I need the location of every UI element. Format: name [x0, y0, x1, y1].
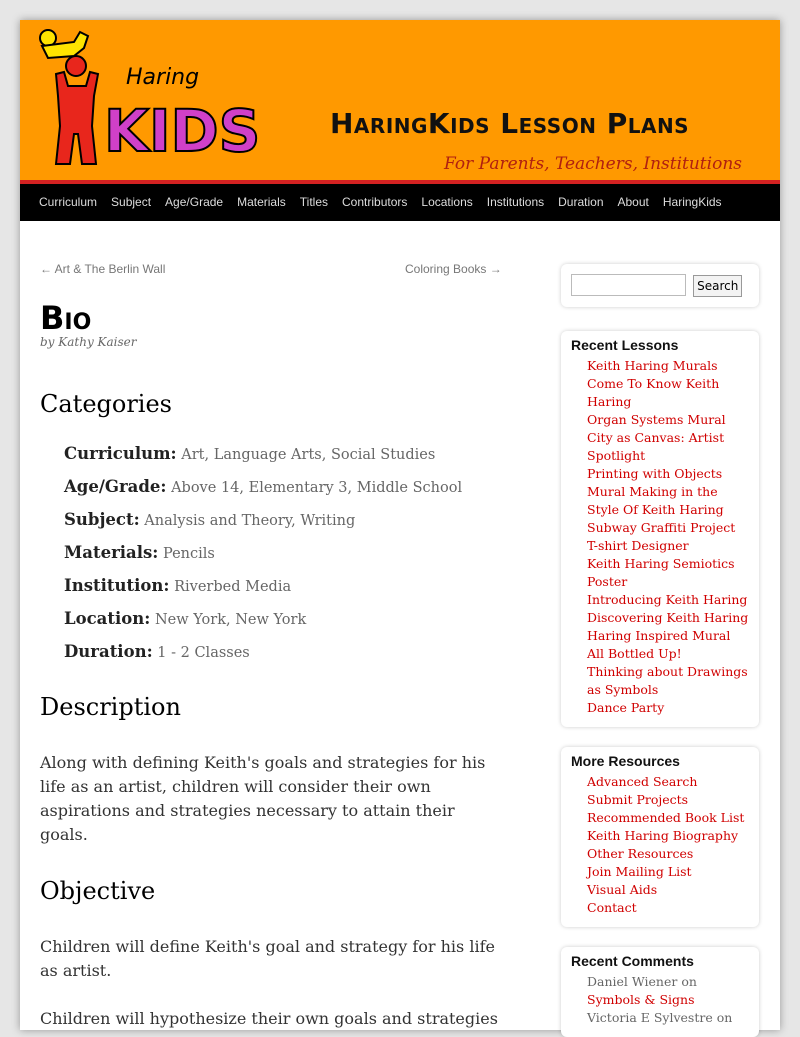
search-widget — [561, 264, 759, 307]
comment-author: Daniel Wiener — [587, 973, 678, 989]
site-header — [20, 20, 780, 180]
recent-lessons-title: Recent Lessons — [571, 336, 679, 353]
nav-item-materials[interactable]: Materials — [237, 195, 286, 209]
nav-item-curriculum[interactable]: Curriculum — [39, 195, 98, 209]
recent-lesson-link[interactable]: T-shirt Designer — [587, 537, 689, 553]
recent-lesson-link[interactable]: Subway Graffiti Project — [587, 519, 736, 535]
comment-on-text: on — [681, 973, 697, 989]
site-title[interactable]: HaringKids Lesson Plans — [330, 107, 690, 140]
recent-lesson-link[interactable]: All Bottled Up! — [587, 645, 682, 661]
category-label: Institution: — [64, 576, 170, 595]
category-value-link[interactable]: Riverbed Media — [174, 579, 292, 595]
category-row — [64, 477, 502, 498]
category-value-link[interactable]: Above 14 — [171, 480, 240, 496]
comment-post-link[interactable]: Symbols & Signs — [587, 991, 695, 1007]
category-value-link[interactable]: New York, New York — [154, 612, 307, 628]
sidebar — [561, 264, 759, 1037]
comment-author: Victoria E Sylvestre — [587, 1009, 713, 1025]
resource-link[interactable]: Visual Aids — [587, 881, 658, 897]
haringkids-logo[interactable] — [34, 26, 261, 166]
category-value-link[interactable]: Pencils — [163, 546, 215, 562]
categories-list — [64, 444, 502, 663]
post-title: Bio — [40, 299, 92, 337]
category-value-link[interactable]: Art — [181, 447, 205, 463]
recent-lesson-link[interactable]: Mural Making in the Style Of Keith Haring — [587, 483, 724, 517]
recent-comments-title: Recent Comments — [571, 952, 694, 969]
recent-lesson-link[interactable]: Come To Know Keith Haring — [587, 375, 720, 409]
more-resources-widget — [561, 747, 759, 927]
category-separator: , — [347, 480, 357, 496]
recent-lessons-widget — [561, 331, 759, 727]
post-byline[interactable]: by Kathy Kaiser — [40, 335, 137, 349]
resource-link[interactable]: Contact — [587, 899, 637, 915]
nav-item-titles[interactable]: Titles — [299, 195, 329, 209]
category-row — [64, 576, 502, 597]
category-separator: , — [291, 513, 301, 529]
category-value-link[interactable]: Middle School — [356, 480, 463, 496]
resource-link[interactable]: Submit Projects — [587, 791, 689, 807]
post-content — [40, 390, 502, 1031]
resource-link[interactable]: Recommended Book List — [587, 809, 745, 825]
category-value-link[interactable]: Social Studies — [330, 447, 436, 463]
recent-lesson-link[interactable]: Thinking about Drawings as Symbols — [587, 663, 748, 697]
nav-item-haringkids[interactable]: HaringKids — [662, 195, 722, 209]
category-value-link[interactable]: Language Arts — [213, 447, 322, 463]
nav-item-duration[interactable]: Duration — [558, 195, 604, 209]
category-row — [64, 642, 502, 663]
category-row — [64, 444, 502, 465]
recent-lesson-link[interactable]: Introducing Keith Haring — [587, 591, 748, 607]
category-label: Curriculum: — [64, 444, 177, 463]
category-separator: , — [239, 480, 249, 496]
category-value-link[interactable]: Writing — [300, 513, 356, 529]
prev-post-link[interactable]: ← Art & The Berlin Wall — [40, 262, 166, 276]
recent-lesson-link[interactable]: Organ Systems Mural — [587, 411, 726, 427]
objective-text-2: Children will hypothesize their own goals and strategies — [40, 1009, 498, 1028]
recent-comments-widget — [561, 947, 759, 1037]
category-label: Duration: — [64, 642, 153, 661]
more-resources-title: More Resources — [571, 752, 680, 769]
comment-item — [587, 1009, 749, 1027]
recent-lesson-link[interactable]: Discovering Keith Haring — [587, 609, 749, 625]
search-input[interactable] — [571, 274, 686, 296]
categories-heading: Categories — [40, 390, 172, 418]
category-row — [64, 510, 502, 531]
next-post-link[interactable]: Coloring Books → — [405, 262, 502, 276]
recent-lesson-link[interactable]: Printing with Objects — [587, 465, 723, 481]
main-nav — [20, 184, 780, 221]
nav-item-contributors[interactable]: Contributors — [342, 195, 408, 209]
category-value-link[interactable]: Analysis and Theory — [144, 513, 292, 529]
page-wrapper — [20, 20, 780, 1030]
nav-item-locations[interactable]: Locations — [421, 195, 473, 209]
recent-lesson-link[interactable]: Keith Haring Murals — [587, 357, 718, 373]
description-heading: Description — [40, 693, 181, 721]
logo-small-text: Haring — [126, 65, 200, 90]
category-label: Subject: — [64, 510, 140, 529]
recent-lesson-link[interactable]: Keith Haring Semiotics Poster — [587, 555, 735, 589]
logo-big-text: KIDS — [104, 97, 261, 165]
comment-item — [587, 973, 749, 1009]
category-value-link[interactable]: 1 - 2 Classes — [157, 645, 250, 661]
resource-link[interactable]: Advanced Search — [587, 773, 698, 789]
recent-lesson-link[interactable]: Haring Inspired Mural — [587, 627, 731, 643]
category-separator: , — [321, 447, 331, 463]
recent-lesson-link[interactable]: Dance Party — [587, 699, 665, 715]
comment-on-text: on — [716, 1009, 733, 1025]
search-button[interactable]: Search — [693, 275, 742, 297]
category-row — [64, 543, 502, 564]
nav-item-subject[interactable]: Subject — [111, 195, 152, 209]
resource-link[interactable]: Keith Haring Biography — [587, 827, 739, 843]
objective-text-1: Children will define Keith's goal and strategy for his life as artist. — [40, 937, 495, 980]
nav-item-about[interactable]: About — [617, 195, 649, 209]
objective-heading: Objective — [40, 877, 156, 905]
category-row — [64, 609, 502, 630]
category-label: Location: — [64, 609, 151, 628]
nav-item-institutions[interactable]: Institutions — [486, 195, 545, 209]
category-value-link[interactable]: Elementary 3 — [248, 480, 348, 496]
category-label: Age/Grade: — [64, 477, 167, 496]
site-tagline: For Parents, Teachers, Institutions — [444, 154, 742, 174]
resource-link[interactable]: Other Resources — [587, 845, 694, 861]
description-text: Along with defining Keith's goals and strategies for his life as an artist, children will consider their own aspirations and strategies necessary to attain their goals. — [40, 753, 486, 844]
category-label: Materials: — [64, 543, 159, 562]
resource-link[interactable]: Join Mailing List — [587, 863, 692, 879]
nav-item-age-grade[interactable]: Age/Grade — [165, 195, 224, 209]
category-separator: , — [204, 447, 214, 463]
recent-lesson-link[interactable]: City as Canvas: Artist Spotlight — [587, 429, 725, 463]
